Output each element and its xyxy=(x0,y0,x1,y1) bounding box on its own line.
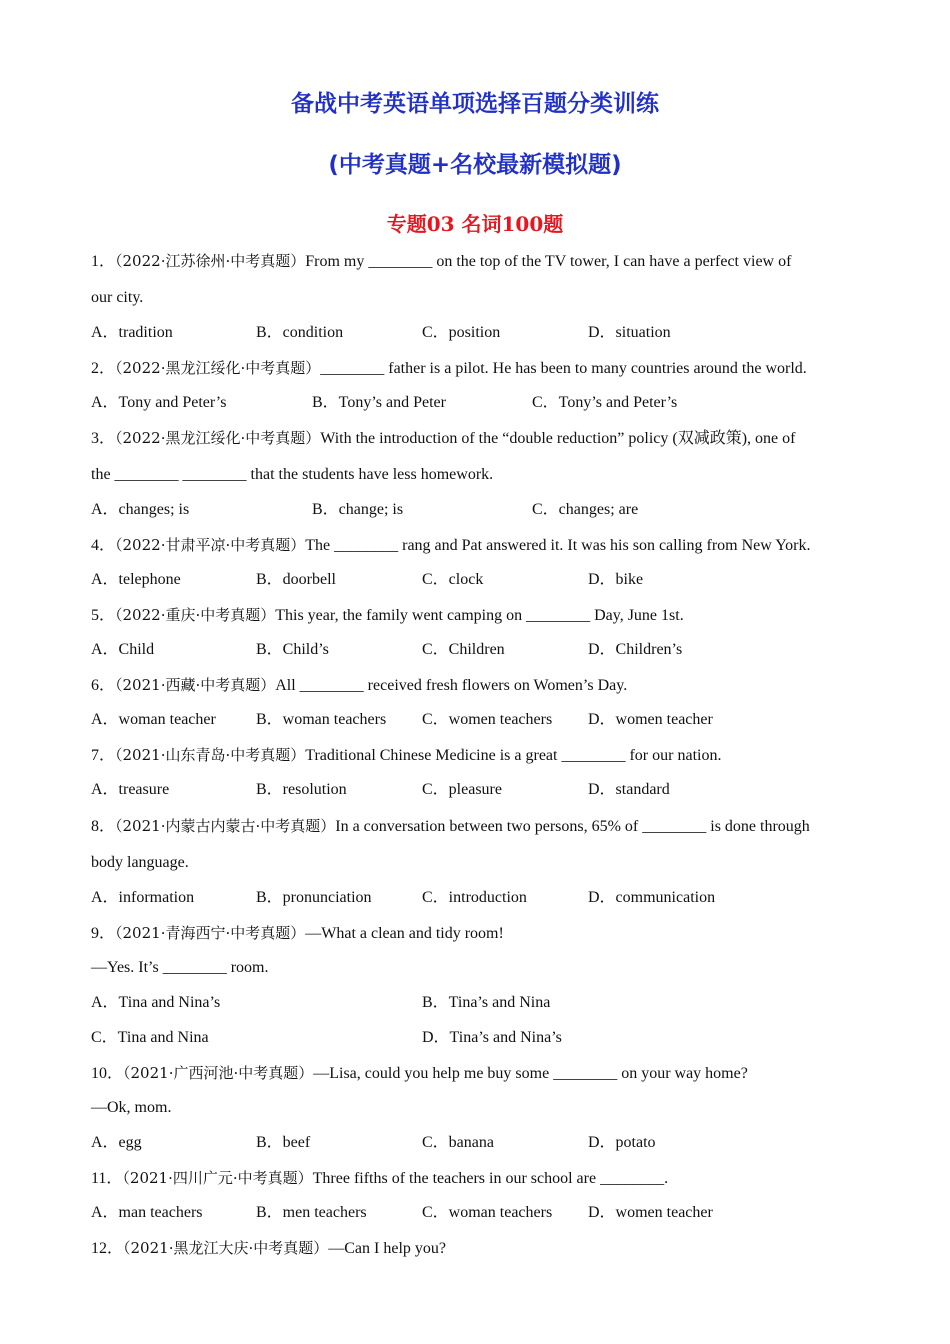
question-1-option-d[interactable]: D．situation xyxy=(588,324,671,341)
question-11-option-d[interactable]: D．women teacher xyxy=(588,1204,713,1221)
question-9-option-a[interactable]: A．Tina and Nina’s xyxy=(91,994,221,1011)
document-subtitle: (中考真题+名校最新模拟题) xyxy=(328,152,622,178)
question-3-option-a[interactable]: A．changes; is xyxy=(91,501,190,518)
question-10-option-b[interactable]: B．beef xyxy=(256,1134,311,1151)
question-7-option-c[interactable]: C．pleasure xyxy=(422,781,502,798)
question-10-option-c[interactable]: C．banana xyxy=(422,1134,494,1151)
question-10: 10．（2021·广西河池·中考真题）—Lisa, could you help me buy some ________ on your way home? xyxy=(91,1064,748,1082)
question-2-option-a[interactable]: A．Tony and Peter’s xyxy=(91,394,227,411)
question-1: 1．（2022·江苏徐州·中考真题）From my ________ on the top of the TV tower, I can have a perfect view of xyxy=(91,252,792,270)
question-8-option-a[interactable]: A．information xyxy=(91,889,195,906)
question-9: 9．（2021·青海西宁·中考真题）—What a clean and tidy room! xyxy=(91,924,504,942)
question-2-option-c[interactable]: C．Tony’s and Peter’s xyxy=(532,394,678,411)
question-4-option-a[interactable]: A．telephone xyxy=(91,571,181,588)
question-3-option-c[interactable]: C．changes; are xyxy=(532,501,639,518)
question-5-option-a[interactable]: A．Child xyxy=(91,641,155,658)
question-3-option-b[interactable]: B．change; is xyxy=(312,501,404,518)
question-11-option-c[interactable]: C．woman teachers xyxy=(422,1204,553,1221)
question-6-option-c[interactable]: C．women teachers xyxy=(422,711,553,728)
question-6-option-d[interactable]: D．women teacher xyxy=(588,711,713,728)
topic-heading: 专题03 名词100题 xyxy=(386,212,564,236)
document-title: 备战中考英语单项选择百题分类训练 xyxy=(291,91,659,117)
question-11: 11．（2021·四川广元·中考真题）Three fifths of the teachers in our school are ________. xyxy=(91,1169,669,1187)
question-4-option-b[interactable]: B．doorbell xyxy=(256,571,336,588)
question-5-option-d[interactable]: D．Children’s xyxy=(588,641,683,658)
question-10-option-a[interactable]: A．egg xyxy=(91,1134,142,1151)
question-5-option-c[interactable]: C．Children xyxy=(422,641,505,658)
question-3-continued: the ________ ________ that the students have less homework. xyxy=(91,466,494,483)
question-8-option-c[interactable]: C．introduction xyxy=(422,889,527,906)
question-7-option-d[interactable]: D．standard xyxy=(588,781,670,798)
question-9-option-c[interactable]: C．Tina and Nina xyxy=(91,1029,209,1046)
question-4-option-c[interactable]: C．clock xyxy=(422,571,484,588)
question-7-option-a[interactable]: A．treasure xyxy=(91,781,170,798)
question-1-option-a[interactable]: A．tradition xyxy=(91,324,173,341)
question-6-option-a[interactable]: A．woman teacher xyxy=(91,711,216,728)
question-10-option-d[interactable]: D．potato xyxy=(588,1134,656,1151)
question-4-option-d[interactable]: D．bike xyxy=(588,571,644,588)
question-4: 4．（2022·甘肃平凉·中考真题）The ________ rang and Pat answered it. It was his son calling from New York. xyxy=(91,536,811,554)
question-2-option-b[interactable]: B．Tony’s and Peter xyxy=(312,394,446,411)
question-1-option-b[interactable]: B．condition xyxy=(256,324,344,341)
question-1-option-c[interactable]: C．position xyxy=(422,324,501,341)
question-7: 7．（2021·山东青岛·中考真题）Traditional Chinese Medicine is a great ________ for our nation. xyxy=(91,746,722,764)
question-10-continued: —Ok, mom. xyxy=(91,1099,172,1116)
question-5-option-b[interactable]: B．Child’s xyxy=(256,641,329,658)
question-7-option-b[interactable]: B．resolution xyxy=(256,781,347,798)
question-5: 5．（2022·重庆·中考真题）This year, the family went camping on ________ Day, June 1st. xyxy=(91,606,684,624)
question-8-option-d[interactable]: D．communication xyxy=(588,889,716,906)
question-9-option-b[interactable]: B．Tina’s and Nina xyxy=(422,994,551,1011)
question-3: 3．（2022·黑龙江绥化·中考真题）With the introduction of the “double reduction” policy (双减政策), one of xyxy=(91,429,796,447)
question-11-option-b[interactable]: B．men teachers xyxy=(256,1204,367,1221)
question-8-continued: body language. xyxy=(91,854,189,871)
question-9-option-d[interactable]: D．Tina’s and Nina’s xyxy=(422,1029,562,1046)
question-1-continued: our city. xyxy=(91,289,144,306)
question-2: 2．（2022·黑龙江绥化·中考真题）________ father is a pilot. He has been to many countries around the world. xyxy=(91,359,807,377)
question-6-option-b[interactable]: B．woman teachers xyxy=(256,711,387,728)
question-8: 8．（2021·内蒙古内蒙古·中考真题）In a conversation between two persons, 65% of ________ is done through xyxy=(91,817,810,835)
question-9-continued: —Yes. It’s ________ room. xyxy=(91,959,269,976)
question-6: 6．（2021·西藏·中考真题）All ________ received fresh flowers on Women’s Day. xyxy=(91,676,628,694)
question-12: 12．（2021·黑龙江大庆·中考真题）—Can I help you? xyxy=(91,1239,446,1257)
question-11-option-a[interactable]: A．man teachers xyxy=(91,1204,203,1221)
question-8-option-b[interactable]: B．pronunciation xyxy=(256,889,372,906)
